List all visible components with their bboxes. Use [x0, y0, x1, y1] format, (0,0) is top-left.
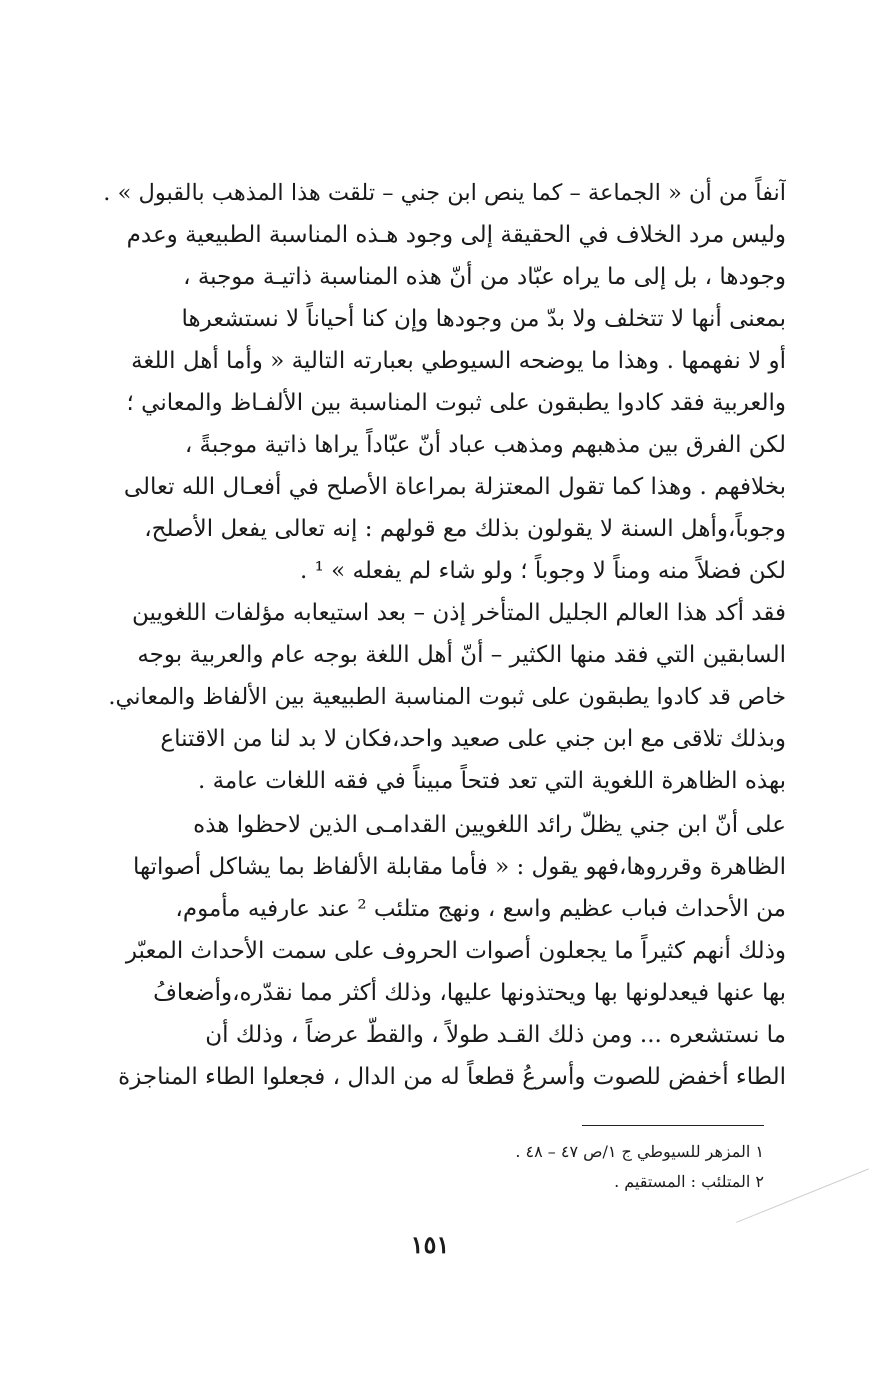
- text-line: وذلك أنهم كثيراً ما يجعلون أصوات الحروف على سمت الأحداث المعبّر: [125, 938, 786, 964]
- text-line: وجودها ، بل إلى ما يراه عبّاد من أنّ هذه المناسبة ذاتيـة موجبة ،: [183, 264, 786, 290]
- text-line: بخلافهم . وهذا كما تقول المعتزلة بمراعاة الأصلح في أفعـال الله تعالى: [123, 474, 786, 500]
- text-line: لكن الفرق بين مذهبهم ومذهب عباد أنّ عبّاداً يراها ذاتية موجبةً ،: [184, 432, 786, 458]
- paragraph-2: [98, 592, 786, 802]
- text-line: الظاهرة وقرروها،فهو يقول : « فأما مقابلة الألفاظ بما يشاكل أصواتها: [132, 854, 786, 880]
- text-line: السابقين التي فقد منها الكثير – أنّ أهل اللغة بوجه عام والعربية بوجه: [137, 642, 786, 668]
- text-line: الطاء أخفض للصوت وأسرعُ قطعاً له من الدال ، فجعلوا الطاء المناجزة: [118, 1064, 786, 1090]
- paragraph-3: [98, 804, 786, 1098]
- footnote-1: ١ المزهر للسيوطي ج ١/ص ٤٧ – ٤٨ .: [515, 1142, 764, 1161]
- text-line: بها عنها فيعدلونها بها ويحتذونها عليها، وذلك أكثر مما نقدّره،وأضعافُ: [153, 980, 786, 1006]
- text-line: ما نستشعره ... ومن ذلك القـد طولاً ، والقطّ عرضاً ، وذلك أن: [205, 1022, 786, 1048]
- text-line: على أنّ ابن جني يظلّ رائد اللغويين القدامـى الذين لاحظوا هذه: [193, 812, 786, 838]
- text-line: خاص قد كادوا يطبقون على ثبوت المناسبة الطبيعية بين الألفاظ والمعاني.: [108, 684, 786, 710]
- text-line: وليس مرد الخلاف في الحقيقة إلى وجود هـذه المناسبة الطبيعية وعدم: [126, 222, 786, 248]
- text-line: بهذه الظاهرة اللغوية التي تعد فتحاً مبيناً في فقه اللغات عامة .: [197, 768, 786, 794]
- page-number: ١٥١: [410, 1230, 450, 1259]
- text-line: وجوباً،وأهل السنة لا يقولون بذلك مع قولهم : إنه تعالى يفعل الأصلح،: [144, 516, 786, 542]
- footnote-divider: [582, 1125, 764, 1126]
- footnote-2: ٢ المتلئب : المستقيم .: [614, 1172, 764, 1191]
- text-line: فقد أكد هذا العالم الجليل المتأخر إذن – بعد استيعابه مؤلفات اللغويين: [131, 600, 786, 626]
- paragraph-1: [98, 172, 786, 592]
- footnotes: [98, 1137, 764, 1197]
- text-line: أو لا نفهمها . وهذا ما يوضحه السيوطي بعبارته التالية « وأما أهل اللغة: [131, 348, 786, 374]
- text-line: من الأحداث فباب عظيم واسع ، ونهج متلئب ² عند عارفيه مأموم،: [175, 896, 786, 922]
- text-line: آنفاً من أن « الجماعة – كما ينص ابن جني – تلقت هذا المذهب بالقبول » .: [103, 180, 786, 206]
- text-line: والعربية فقد كادوا يطبقون على ثبوت المناسبة بين الألفـاظ والمعاني ؛: [126, 390, 786, 416]
- text-line: وبذلك تلاقى مع ابن جني على صعيد واحد،فكان لا بد لنا من الاقتناع: [160, 726, 786, 752]
- text-line: لكن فضلاً منه ومناً لا وجوباً ؛ ولو شاء لم يفعله » ¹ .: [299, 558, 786, 584]
- text-line: بمعنى أنها لا تتخلف ولا بدّ من وجودها وإن كنا أحياناً لا نستشعرها: [181, 306, 786, 332]
